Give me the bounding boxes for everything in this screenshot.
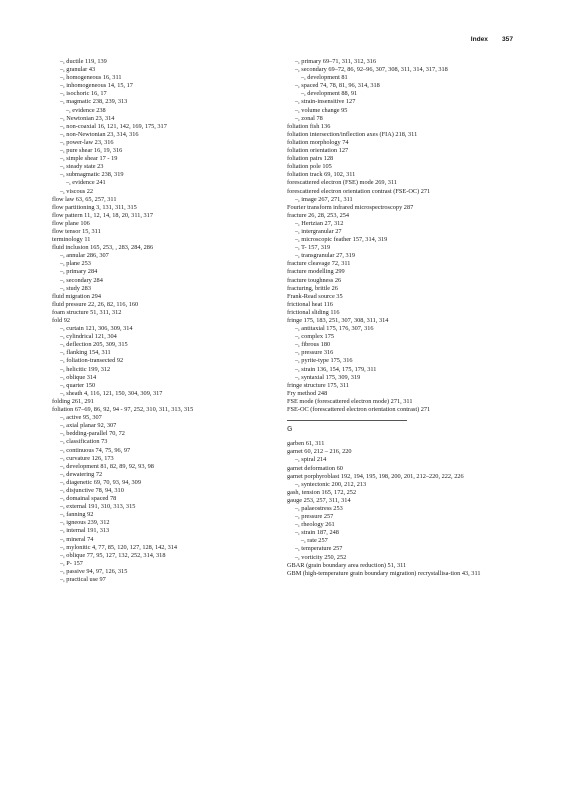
index-subentry: –, transgranular 27, 319 (295, 252, 355, 260)
index-subentry: –, active 95, 307 (60, 414, 102, 422)
index-entry: garben 61, 311 (287, 440, 325, 448)
index-subentry: –, curvature 126, 173 (60, 454, 114, 462)
index-subentry: –, spiral 214 (295, 456, 327, 464)
index-subentry: –, submagmatic 238, 319 (60, 171, 124, 179)
index-entry: fracture toughness 26 (287, 276, 342, 284)
index-entry: forescattered electron orientation contrast (FSE-OC) 271 (287, 187, 431, 195)
index-subentry: –, power-law 23, 316 (60, 138, 114, 146)
index-subentry: –, primary 284 (60, 268, 98, 276)
index-entries-g (287, 440, 511, 578)
index-subentry: –, Hertzian 27, 312 (295, 219, 344, 227)
index-subentry: –, simple shear 17 - 19 (60, 155, 118, 163)
index-subentry: –, plane 253 (60, 260, 91, 268)
index-subentry: –, flanking 154, 311 (60, 349, 111, 357)
index-subentry: –, pressure 257 (295, 513, 334, 521)
index-subentry: –, annular 286, 307 (60, 252, 109, 260)
index-subentry: –, strain 187, 248 (295, 529, 339, 537)
index-subentry: –, helicitic 199, 312 (60, 365, 111, 373)
index-subentry: –, spaced 74, 78, 81, 96, 314, 318 (295, 82, 380, 90)
index-entry: foliation fish 136 (287, 122, 331, 130)
index-subentry: –, oblique 314 (60, 373, 97, 381)
page-number: 357 (501, 36, 513, 43)
index-subentry: –, domainal spaced 78 (60, 495, 117, 503)
index-subentry: –, development 81, 82, 89, 92, 93, 98 (60, 462, 154, 470)
index-subentry: –, mylonitic 4, 77, 85, 120, 127, 128, 142, 314 (60, 543, 178, 551)
running-header (471, 36, 513, 43)
index-entry: frictional sliding 116 (287, 308, 340, 316)
index-entry: fracture 26, 28, 253, 254 (287, 211, 350, 219)
index-entry: fracture modelling 299 (287, 268, 345, 276)
index-subentry: –, internal 191, 313 (60, 527, 110, 535)
index-subentry: –, antitaxial 175, 176, 307, 316 (295, 325, 374, 333)
index-subentry: –, rate 257 (301, 537, 328, 545)
index-subentry: –, image 267, 271, 311 (295, 195, 353, 203)
index-entry: fringe structure 175, 311 (287, 381, 350, 389)
index-subentry: –, viscous 22 (60, 187, 94, 195)
index-entry: folding 261, 291 (52, 397, 94, 405)
index-entry: fracturing, brittle 26 (287, 284, 338, 292)
index-entry: Fry method 248 (287, 389, 328, 397)
index-subentry: –, strain-insensitive 127 (295, 98, 356, 106)
index-subentry: –, non-coaxial 16, 121, 142, 169, 175, 317 (60, 122, 167, 130)
index-entry: gauge 253, 257, 311, 314 (287, 496, 351, 504)
index-subentry: –, syntectonic 200, 212, 213 (295, 480, 367, 488)
index-entry: fold 92 (52, 317, 71, 324)
index-entry: foliation track 69, 102, 311 (287, 171, 356, 179)
index-subentry: –, Newtonian 23, 314 (60, 114, 115, 122)
index-subentry: –, non-Newtonian 23, 314, 316 (60, 130, 139, 138)
index-entry: flow partitioning 3, 131, 311, 315 (52, 203, 137, 211)
index-subentry: –, primary 69–71, 311, 312, 316 (295, 58, 377, 65)
index-column-left (52, 58, 276, 584)
index-entry: GBAR (grain boundary area reduction) 51, 311 (287, 561, 407, 569)
index-entry: garnet deformation 60 (287, 464, 343, 472)
index-subentry: –, bedding-parallel 70, 72 (60, 430, 125, 438)
index-subentry: –, igneous 239, 312 (60, 519, 110, 527)
index-subentry: –, vorticity 250, 252 (295, 553, 347, 561)
index-entry: forescattered electron (FSE) mode 269, 311 (287, 179, 397, 187)
index-subentry: –, development 88, 91 (301, 90, 358, 98)
index-subentry: –, continuous 74, 75, 96, 97 (60, 446, 131, 454)
index-entry: GBM (high-temperature grain boundary migration) recrystallisa-tion 43, 311 (287, 569, 481, 577)
index-subentry: –, diagenetic 69, 70, 93, 94, 309 (60, 478, 141, 486)
index-subentry: –, granular 43 (60, 66, 96, 74)
index-entry: flow plane 106 (52, 219, 90, 227)
header-title: Index (470, 36, 488, 43)
index-entry: foliation orientation 127 (287, 147, 349, 155)
index-entry: garnet porphyroblast 192, 194, 195, 198, 200, 201, 212–220, 222, 226 (287, 472, 464, 480)
index-subentry: –, fanning 92 (60, 511, 94, 519)
index-subentry: –, quarter 150 (60, 381, 96, 389)
section-rule (287, 420, 407, 421)
index-entry: foliation pairs 128 (287, 155, 334, 163)
index-subentry: –, evidence 241 (66, 179, 106, 187)
index-subentry: –, development 81 (301, 74, 348, 82)
index-subentry: –, steady state 23 (60, 163, 104, 171)
index-subentry: –, isochoric 16, 17 (60, 90, 107, 98)
index-subentry: –, complex 175 (295, 333, 334, 341)
index-entry: gash, tension 165, 172, 252 (287, 488, 357, 496)
index-subentry: –, mineral 74 (60, 535, 94, 543)
index-entry: foliation morphology 74 (287, 138, 349, 146)
index-subentry: –, axial planar 92, 307 (60, 422, 117, 430)
index-subentry: –, external 191, 310, 313, 315 (60, 503, 136, 511)
index-entry: fluid migration 294 (52, 292, 101, 300)
index-entry: fluid pressure 22, 26, 82, 116, 160 (52, 300, 139, 308)
index-subentry: –, passive 94, 97, 126, 315 (60, 567, 128, 575)
section-letter-g: G (287, 426, 293, 434)
index-subentry: –, fibrous 180 (295, 341, 331, 349)
index-subentry: –, pure shear 16, 19, 316 (60, 147, 123, 155)
index-entry: terminology 11 (52, 236, 91, 244)
index-subentry: –, strain 136, 154, 175, 179, 311 (295, 365, 377, 373)
index-subentry: –, pressure 316 (295, 349, 334, 357)
index-entry: flow tensor 15, 311 (52, 227, 101, 235)
index-subentry: –, volume change 95 (295, 106, 348, 114)
index-entry: flow pattern 11, 12, 14, 18, 20, 311, 317 (52, 211, 153, 219)
index-entry: frictional heat 116 (287, 300, 333, 308)
index-subentry: –, evidence 238 (66, 106, 106, 114)
index-subentry: –, microscopic feather 157, 314, 319 (295, 236, 388, 244)
index-subentry: –, deflection 205, 309, 315 (60, 341, 128, 349)
index-subentry: –, intergranular 27 (295, 227, 342, 235)
index-entry: foliation 67–69, 86, 92, 94 - 97, 252, 310, 311, 313, 315 (52, 406, 194, 414)
index-subentry: –, secondary 69–72, 86, 92–96, 307, 308, 311, 314, 317, 318 (295, 66, 448, 74)
index-subentry: –, disjunctive 78, 94, 310 (60, 486, 124, 494)
index-subentry: –, cylindrical 121, 304 (60, 333, 117, 341)
index-subentry: –, dewatering 72 (60, 470, 103, 478)
index-subentry: –, practical use 97 (60, 576, 106, 583)
index-subentry: –, secondary 284 (60, 276, 103, 284)
index-entry: fringe 175, 183, 251, 307, 308, 311, 314 (287, 317, 389, 324)
index-subentry: –, study 283 (60, 284, 91, 292)
index-subentry: –, homogeneous 16, 311 (60, 74, 122, 82)
index-subentry: –, P- 157 (60, 559, 83, 567)
index-subentry: –, foliation-transected 92 (60, 357, 124, 365)
index-subentry: –, T- 157, 319 (295, 244, 331, 252)
index-entry: foliation pole 105 (287, 163, 332, 171)
index-entry: fracture cleavage 72, 311 (287, 260, 351, 268)
index-entry: foliation intersection/inflection axes (FIA) 218, 311 (287, 130, 418, 138)
index-subentry: –, ductile 119, 139 (60, 58, 107, 65)
index-subentry: –, magmatic 238, 239, 313 (60, 98, 128, 106)
index-entry: garnet 60, 212 – 216, 220 (287, 448, 352, 456)
index-entry: FSE-OC (forescattered electron orientation contrast) 271 (287, 406, 431, 414)
index-entry: FSE mode (forescattered electron mode) 271, 311 (287, 397, 413, 405)
index-entry: Frank-Read source 35 (287, 292, 343, 300)
index-entry: fluid inclusion 165, 253, , 283, 284, 286 (52, 244, 154, 252)
index-subentry: –, rheology 261 (295, 521, 335, 529)
index-column-right (287, 58, 511, 578)
index-subentry: –, temperature 257 (295, 545, 343, 553)
index-subentry: –, curtain 121, 306, 309, 314 (60, 325, 133, 333)
index-subentry: –, pyrite-type 175, 316 (295, 357, 353, 365)
index-subentry: –, sheath 4, 116, 121, 150, 304, 309, 317 (60, 389, 163, 397)
index-subentry: –, oblique 77, 95, 127, 132, 252, 314, 318 (60, 551, 166, 559)
index-subentry: –, palaeostress 253 (295, 504, 343, 512)
index-subentry: –, syntaxial 175, 309, 319 (295, 373, 361, 381)
index-subentry: –, classification 73 (60, 438, 108, 446)
index-subentry: –, zonal 78 (295, 114, 323, 122)
index-entries-f (287, 58, 511, 414)
index-entry: foam structure 51, 311, 312 (52, 308, 122, 316)
index-entry: flow law 63, 65, 257, 311 (52, 195, 117, 203)
index-entry: Fourier transform infrared microspectroscopy 287 (287, 203, 414, 211)
index-subentry: –, inhomogeneous 14, 15, 17 (60, 82, 133, 90)
